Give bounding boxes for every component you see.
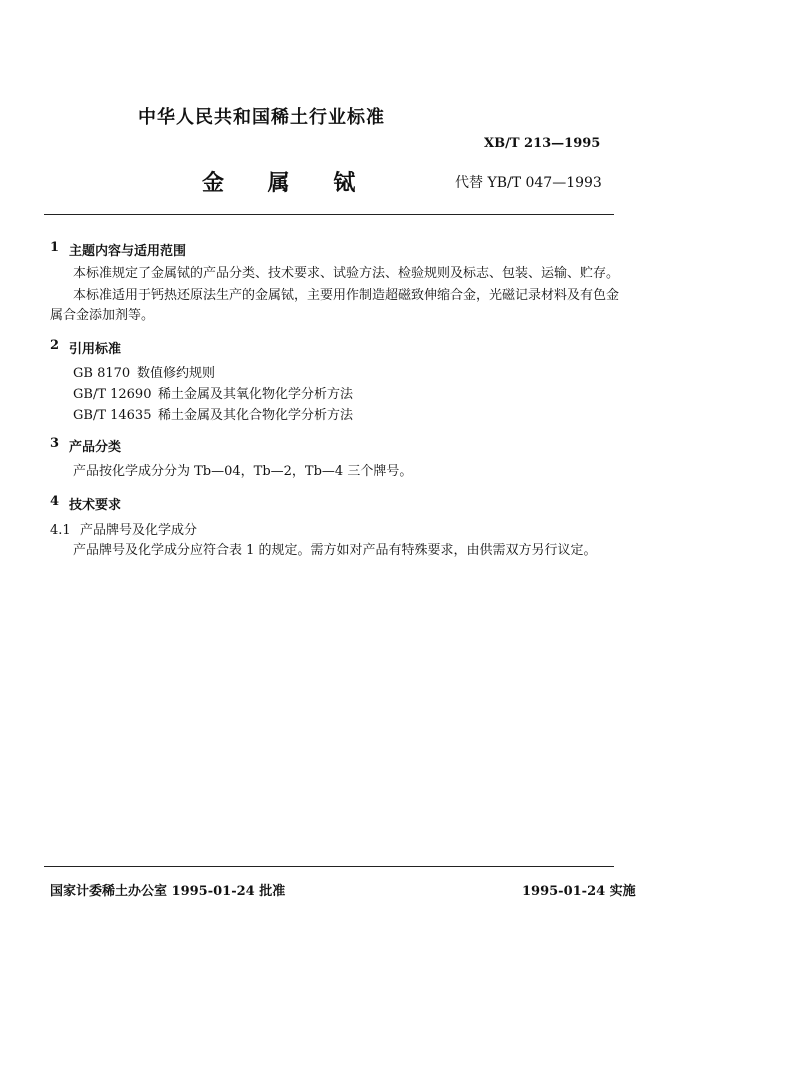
replaces-standard: 代替 YB/T 047—1993: [455, 175, 602, 191]
reference-name: 稀土金属及其氧化物化学分析方法: [158, 387, 354, 402]
section-title: 主题内容与适用范围: [69, 244, 187, 259]
section-number: 3: [50, 436, 60, 451]
reference-name: 稀土金属及其化合物化学分析方法: [158, 408, 354, 423]
implementation-date: 1995-01-24 实施: [522, 884, 636, 899]
section-number: 4: [50, 494, 60, 509]
section-title: 产品分类: [69, 440, 122, 455]
reference-code: GB/T 12690: [73, 387, 152, 402]
paragraph: 产品按化学成分分为 Tb—04，Tb—2，Tb—4 三个牌号。: [73, 464, 413, 479]
subsection-title: 产品牌号及化学成分: [80, 523, 198, 538]
document-title: 金 属 铽: [202, 171, 374, 196]
standard-number: XB/T 213—1995: [484, 136, 601, 151]
paragraph-continuation: 属合金添加剂等。: [50, 308, 155, 323]
standard-category: 中华人民共和国稀土行业标准: [138, 107, 385, 128]
approval-statement: 国家计委稀土办公室 1995-01-24 批准: [50, 884, 286, 899]
paragraph: 本标准适用于钙热还原法生产的金属铽，主要用作制造超磁致伸缩合金，光磁记录材料及有色金: [73, 288, 620, 303]
reference-code: GB 8170: [73, 366, 131, 381]
reference-code: GB/T 14635: [73, 408, 152, 423]
footer-divider: [44, 866, 614, 867]
paragraph: 本标准规定了金属铽的产品分类、技术要求、试验方法、检验规则及标志、包装、运输、贮存。: [73, 266, 620, 281]
section-title: 引用标准: [69, 342, 122, 357]
section-number: 1: [50, 240, 60, 255]
paragraph: 产品牌号及化学成分应符合表 1 的规定。需方如对产品有特殊要求，由供需双方另行议定。: [73, 543, 597, 558]
section-number: 2: [50, 338, 60, 353]
header-divider: [44, 214, 614, 215]
subsection-number: 4.1: [50, 523, 71, 538]
section-title: 技术要求: [69, 498, 122, 513]
reference-name: 数值修约规则: [137, 366, 216, 381]
